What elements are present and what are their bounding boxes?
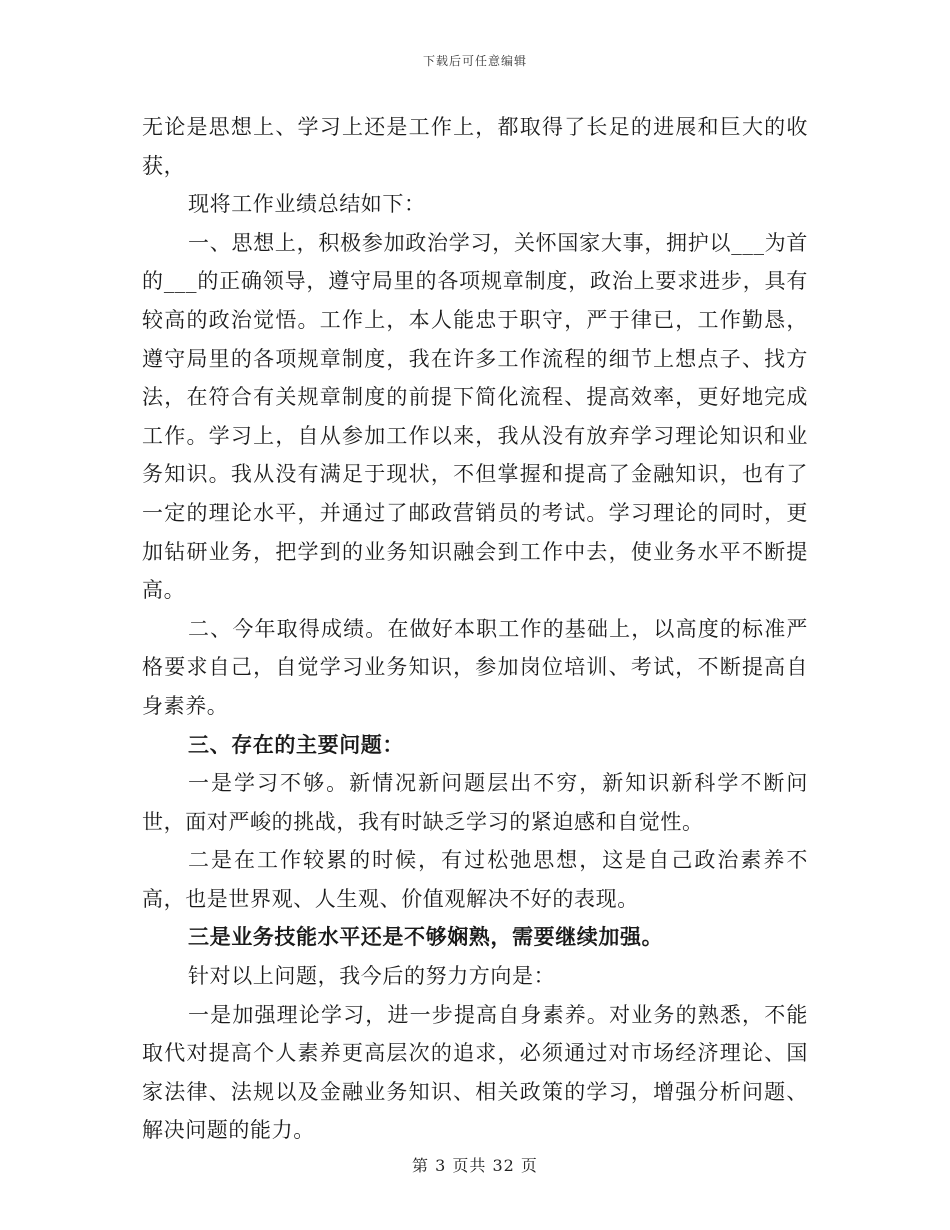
section-heading-problems: 三、存在的主要问题： bbox=[188, 731, 404, 757]
page-header: 下载后可任意编辑 bbox=[422, 54, 527, 68]
paragraph-9: 针对以上问题，我今后的努力方向是： bbox=[188, 964, 556, 989]
paragraph-1: 无论是思想上、学习上还是工作上，都取得了长足的进展和巨大的收获， bbox=[142, 115, 808, 178]
paragraph-4: 二、今年取得成绩。在做好本职工作的基础上，以高度的标准严格要求自己，自觉学习业务知识，参加岗位培训、考试，不断提高自身素养。 bbox=[142, 616, 808, 718]
page-footer: 第 3 页共 32 页 bbox=[412, 1156, 538, 1175]
paragraph-8-bold: 三是业务技能水平还是不够娴熟，需要继续加强。 bbox=[188, 924, 664, 950]
paragraph-7: 二是在工作较累的时候，有过松弛思想，这是自己政治素养不高，也是世界观、人生观、价值观解决不好的表现。 bbox=[142, 848, 808, 911]
paragraph-6: 一是学习不够。新情况新问题层出不穷，新知识新科学不断问世，面对严峻的挑战，我有时缺乏学习的紧迫感和自觉性。 bbox=[142, 771, 808, 834]
paragraph-10: 一是加强理论学习，进一步提高自身素养。对业务的熟悉，不能取代对提高个人素养更高层次的追求，必须通过对市场经济理论、国家法律、法规以及金融业务知识、相关政策的学习，增强分析问题、解决问题的能力。 bbox=[142, 1002, 808, 1143]
document-body bbox=[142, 108, 808, 1150]
paragraph-3: 一、思想上，积极参加政治学习，关怀国家大事，拥护以___为首的___的正确领导，遵守局里的各项规章制度，政治上要求进步，具有较高的政治觉悟。工作上，本人能忠于职守，严于律已，工作勤恳，遵守局里的各项规章制度，我在许多工作流程的细节上想点子、找方法，在符合有关规章制度的前提下简化流程、提高效率，更好地完成工作。学习上，自从参加工作以来，我从没有放弃学习理论知识和业务知识。我从没有满足于现状，不但掌握和提高了金融知识，也有了一定的理论水平，并通过了邮政营销员的考试。学习理论的同时，更加钻研业务，把学到的业务知识融会到工作中去，使业务水平不断提高。 bbox=[142, 230, 808, 603]
paragraph-2: 现将工作业绩总结如下： bbox=[188, 192, 426, 217]
